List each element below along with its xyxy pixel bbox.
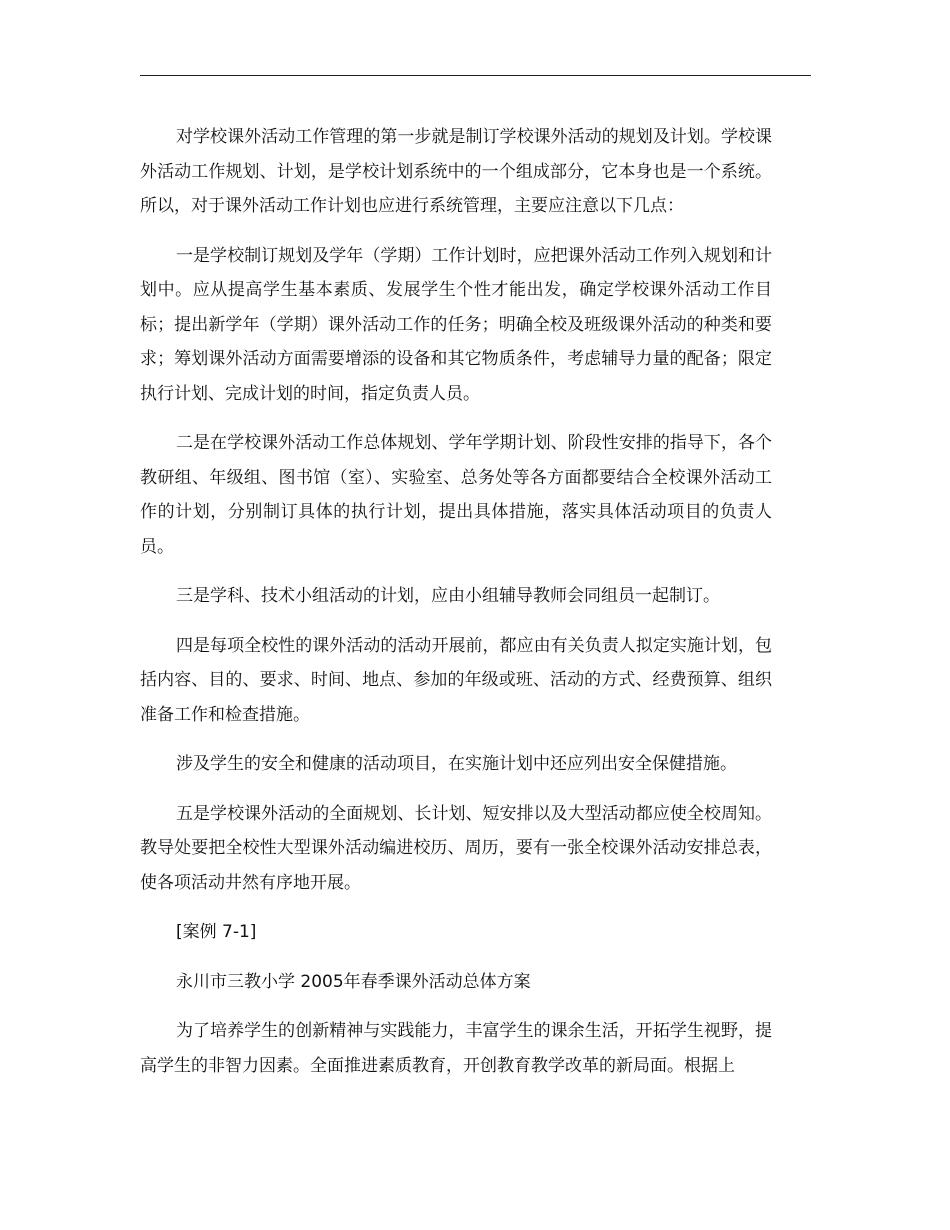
paragraph: 一是学校制订规划及学年（学期）工作计划时，应把课外活动工作列入规划和计划中。应从提高学生基本素质、发展学生个性才能出发，确定学校课外活动工作目标；提出新学年（学期）课外活动工作的任务；明确全校及班级课外活动的种类和要求；筹划课外活动方面需要增添的设备和其它物质条件，考虑辅导力量的配备；限定执行计划、完成计划的时间，指定负责人员。 <box>140 245 772 404</box>
paragraph: 四是每项全校性的课外活动的活动开展前，都应由有关负责人拟定实施计划，包括内容、目的、要求、时间、地点、参加的年级或班、活动的方式、经费预算、组织准备工作和检查措施。 <box>140 635 772 725</box>
document-body <box>140 120 772 1098</box>
paragraph: 五是学校课外活动的全面规划、长计划、短安排以及大型活动都应使全校周知。教导处要把全校性大型课外活动编进校历、周历，要有一张全校课外活动安排总表，使各项活动井然有序地开展。 <box>140 803 772 893</box>
paragraph: 对学校课外活动工作管理的第一步就是制订学校课外活动的规划及计划。学校课外活动工作规划、计划，是学校计划系统中的一个组成部分，它本身也是一个系统。所以，对于课外活动工作计划也应进行系统管理，主要应注意以下几点： <box>140 127 772 216</box>
paragraph: 二是在学校课外活动工作总体规划、学年学期计划、阶段性安排的指导下，各个教研组、年级组、图书馆（室）、实验室、总务处等各方面都要结合全校课外活动工作的计划，分别制订具体的执行计划，提出具体措施，落实具体活动项目的负责人员。 <box>140 433 772 557</box>
case-label: [案例 7-1] <box>176 922 257 942</box>
case-title: 永川市三教小学 2005年春季课外活动总体方案 <box>176 971 531 992</box>
paragraph: 三是学科、技术小组活动的计划，应由小组辅导教师会同组员一起制订。 <box>176 586 720 606</box>
paragraph: 为了培养学生的创新精神与实践能力，丰富学生的课余生活，开拓学生视野，提高学生的非智力因素。全面推进素质教育，开创教育教学改革的新局面。根据上 <box>140 1021 772 1076</box>
paragraph: 涉及学生的安全和健康的活动项目，在实施计划中还应列出安全保健措施。 <box>176 754 737 774</box>
header-rule <box>140 75 811 76</box>
